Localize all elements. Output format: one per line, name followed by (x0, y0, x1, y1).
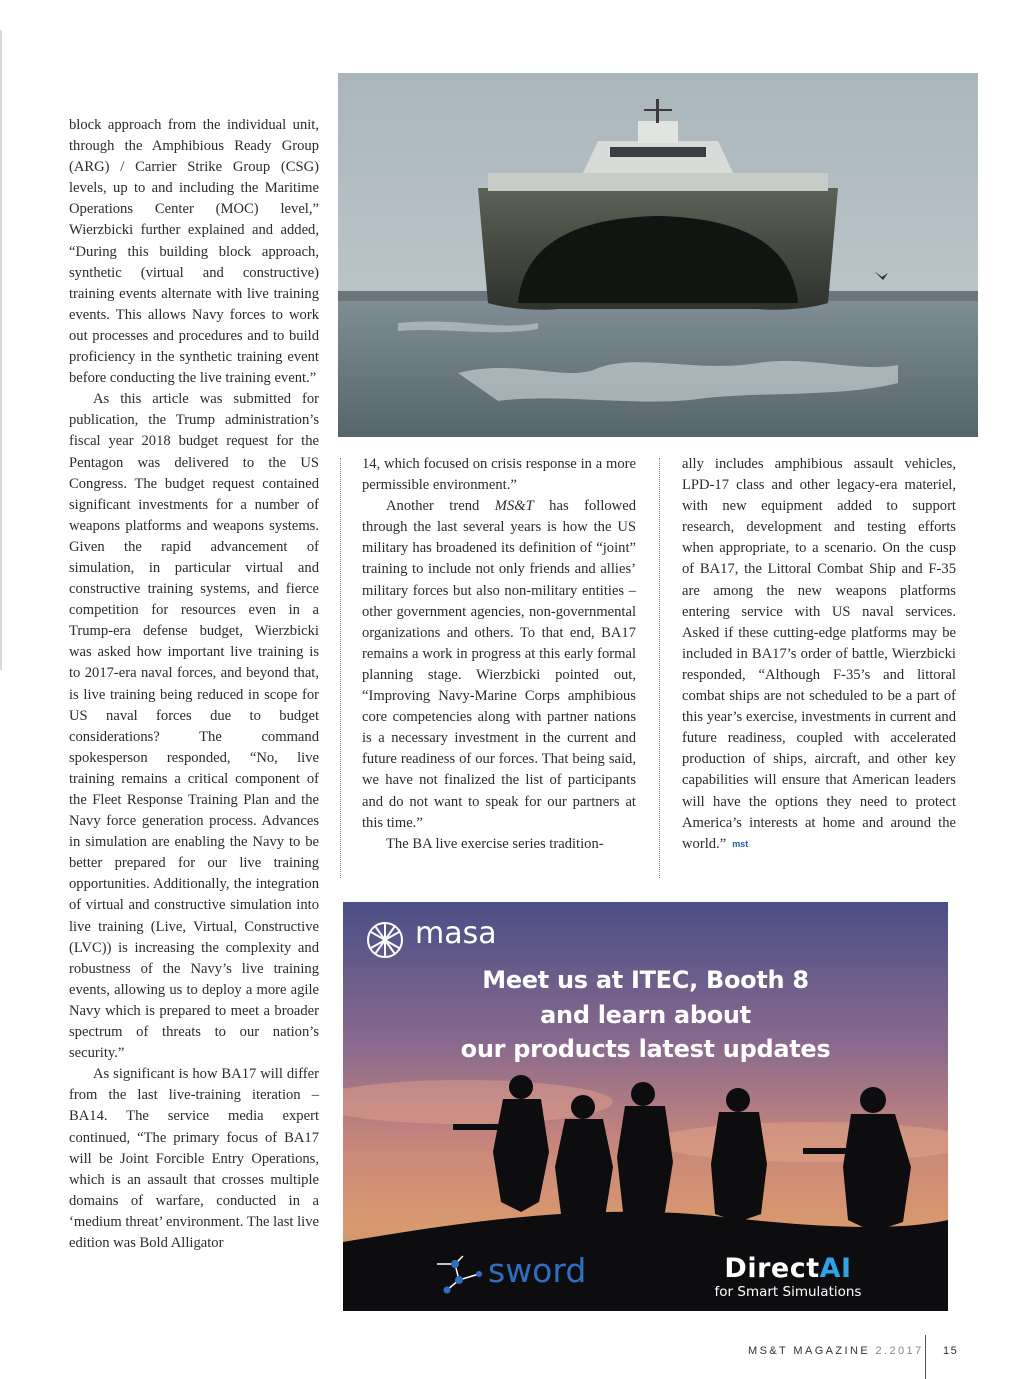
end-mark: mst (732, 838, 749, 849)
directai-main: Direct (724, 1253, 820, 1284)
masa-logo-icon (361, 916, 409, 964)
directai-accent: AI (819, 1253, 852, 1284)
article-column-left (69, 115, 319, 1254)
left-paragraph-1: block approach from the individual unit, through the Amphibious Ready Group (ARG) / Carrier Strike Group (CSG) levels, up to and including the Maritime Operations Center (MOC) level,” Wierzbicki further explained and added, “During this building block approach, synthetic (virtual and constructive) training events alternate with live training events. This allows Navy forces to work out processes and procedures and to build proficiency in the synthetic training event before conducting the live training event.” (69, 117, 319, 387)
sword-logo-icon (433, 1250, 485, 1294)
ad-headline-line-1: Meet us at ITEC, Booth 8 (482, 966, 809, 994)
ship-photo (338, 73, 978, 437)
ad-headline-line-2: and learn about (540, 1001, 751, 1029)
column-rule-left (340, 458, 341, 878)
middle-paragraph-1: 14, which focused on crisis response in a more permissible environment.” (362, 456, 636, 494)
middle-paragraph-2 (362, 496, 636, 834)
page-edge (0, 30, 2, 670)
footer-issue: 2.2017 (875, 1345, 924, 1357)
masa-brand-name: masa (415, 916, 497, 951)
sword-brand-name: sword (488, 1251, 587, 1290)
directai-logo (708, 1254, 868, 1300)
middle-paragraph-2-rest: has followed through the last several years is how the US military has broadened its definition of “joint” training to include not only friends and allies’ military forces but also non-military entities – other government agencies, non-governmental organizations and others. To that end, BA17 remains a work in progress at this early formal planning stage. Wierzbicki pointed out, “Improving Navy-Marine Corps amphibious core competencies along with partner nations is a necessary investment in the current and future readiness of our forces. That being said, we have not finalized the list of participants and do not want to speak for our partners at this time.” (362, 498, 636, 831)
column-rule-right (659, 458, 660, 878)
left-paragraph-2: As this article was submitted for publication, the Trump administration’s fiscal year 2018 budget request for the Pentagon was delivered to the US Congress. The budget request contained significant investments for a number of weapons platforms and weapons systems. Given the rapid advancement of simulation, in particular virtual and constructive training systems, and fierce competition for resources even in a Trump-era defense budget, Wierzbicki was asked how important live training is to 2017-era naval forces, and beyond that, is live training being reduced in scope for US naval forces due to budget considerations? The command spokesperson responded, “No, live training remains a critical component of the Fleet Response Training Plan and the Navy force generation process. Advances in simulation are enabling the Navy to be better prepared for our live training opportunities. Additionally, the integration of virtual and constructive simulation into live training (Live, Virtual, Constructive (LVC)) is increasing the complexity and robustness of the Navy’s live training events, allowing us to deploy a more agile Navy which is prepared to meet a broader spectrum of threats to our nation’s security.” (69, 391, 319, 1062)
magazine-name-italic: MS&T (494, 498, 534, 515)
article-column-right (682, 454, 956, 855)
right-paragraph-1-text: ally includes amphibious assault vehicles, LPD-17 class and other legacy-era materiel, with new equipment added to support research, development and testing efforts when appropriate, to a scenario. On the cusp of BA17, the Littoral Combat Ship and F-35 are among the new weapons platforms entering service with US naval services. Asked if these cutting-edge platforms may be included in BA17’s order of battle, Wierzbicki responded, “Although F-35’s and littoral combat ships are not scheduled to be a part of this year’s exercise, investments in current and future readiness, coupled with accelerated production of ships, aircraft, and other key capabilities will ensure that American leaders will have the options they need to protect America’s interests at home and around the world.” (682, 456, 956, 852)
advertisement-panel (343, 902, 948, 1311)
footer-magazine-issue (748, 1345, 924, 1357)
middle-paragraph-3: The BA live exercise series tradition- (386, 835, 604, 852)
footer-magazine: MS&T MAGAZINE (748, 1345, 871, 1357)
ad-headline-line-3: our products latest updates (460, 1035, 831, 1063)
left-paragraph-3: As significant is how BA17 will differ from the last live-training iteration – BA14. The service media expert continued, “The primary focus of BA17 will be Joint Forcible Entry Operations, which is an assault that crosses multiple domains of warfare, conducted in a ‘medium threat’ environment. The last live edition was Bold Alligator (69, 1066, 319, 1251)
directai-wordmark (708, 1254, 868, 1284)
article-column-middle (362, 454, 636, 855)
middle-paragraph-2-start: Another trend (386, 498, 495, 515)
page-number: 15 (943, 1345, 959, 1357)
masa-advertisement[interactable] (338, 893, 956, 1319)
footer-divider (925, 1335, 926, 1379)
right-paragraph-1 (682, 454, 956, 855)
directai-tagline: for Smart Simulations (714, 1284, 862, 1300)
